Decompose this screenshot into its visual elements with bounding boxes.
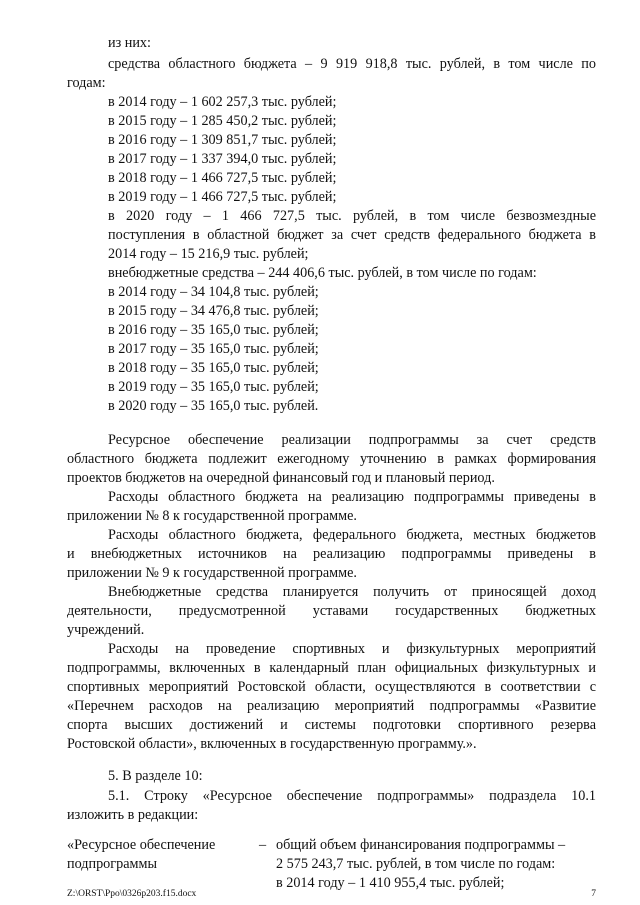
- paragraph-line: и внебюджетных источников на реализацию подпрограммы приведены в: [67, 546, 596, 562]
- table-row-value: общий объем финансирования подпрограммы –: [276, 837, 566, 853]
- text-line: поступления в областной бюджет за счет средств федерального бюджета в: [108, 227, 596, 243]
- table-row-value: 2 575 243,7 тыс. рублей, в том числе по годам:: [276, 856, 556, 872]
- paragraph-line: приложении № 8 к государственной программе.: [67, 508, 357, 524]
- paragraph-line: Ростовской области», включенных в государственную программу.».: [67, 736, 477, 752]
- paragraph-line: спортивных мероприятий Ростовской области, осуществляются в соответствии с: [67, 679, 596, 695]
- text-line: в 2017 году – 35 165,0 тыс. рублей;: [108, 341, 319, 357]
- text-line: средства областного бюджета – 9 919 918,8 тыс. рублей, в том числе по: [108, 56, 596, 72]
- table-row-value: в 2014 году – 1 410 955,4 тыс. рублей;: [276, 875, 505, 891]
- text-line: из них:: [108, 35, 151, 51]
- paragraph-line: Ресурсное обеспечение реализации подпрограммы за счет средств: [108, 432, 596, 448]
- paragraph-line: проектов бюджетов на очередной финансовый год и плановый период.: [67, 470, 495, 486]
- text-line: в 2018 году – 1 466 727,5 тыс. рублей;: [108, 170, 337, 186]
- section-heading: 5. В разделе 10:: [108, 768, 203, 784]
- text-line: в 2019 году – 35 165,0 тыс. рублей;: [108, 379, 319, 395]
- paragraph-line: «Перечнем расходов на реализацию мероприятий подпрограммы «Развитие: [67, 698, 596, 714]
- section-item-line: изложить в редакции:: [67, 807, 199, 823]
- paragraph-line: Расходы на проведение спортивных и физкультурных мероприятий: [108, 641, 596, 657]
- paragraph-line: деятельности, предусмотренной уставами государственных бюджетных: [67, 603, 596, 619]
- page-number: 7: [591, 889, 596, 899]
- paragraph-line: Расходы областного бюджета, федерального бюджета, местных бюджетов: [108, 527, 596, 543]
- text-line: в 2017 году – 1 337 394,0 тыс. рублей;: [108, 151, 337, 167]
- text-line: в 2018 году – 35 165,0 тыс. рублей;: [108, 360, 319, 376]
- paragraph-line: областного бюджета подлежит ежегодному уточнению в рамках формирования: [67, 451, 596, 467]
- paragraph-line: подпрограммы, включенных в календарный план официальных физкультурных и: [67, 660, 596, 676]
- text-line: 2014 году – 15 216,9 тыс. рублей;: [108, 246, 309, 262]
- text-line: в 2020 году – 1 466 727,5 тыс. рублей, в том числе безвозмездные: [108, 208, 596, 224]
- paragraph-line: учреждений.: [67, 622, 145, 638]
- text-line: в 2019 году – 1 466 727,5 тыс. рублей;: [108, 189, 337, 205]
- text-line: в 2016 году – 1 309 851,7 тыс. рублей;: [108, 132, 337, 148]
- text-line: в 2015 году – 1 285 450,2 тыс. рублей;: [108, 113, 337, 129]
- text-line: внебюджетные средства – 244 406,6 тыс. рублей, в том числе по годам:: [108, 265, 537, 281]
- section-item-line: 5.1. Строку «Ресурсное обеспечение подпрограммы» подраздела 10.1: [108, 788, 596, 804]
- text-line: годам:: [67, 75, 106, 91]
- text-line: в 2014 году – 1 602 257,3 тыс. рублей;: [108, 94, 337, 110]
- text-line: в 2016 году – 35 165,0 тыс. рублей;: [108, 322, 319, 338]
- table-row-label: подпрограммы: [67, 856, 157, 872]
- paragraph-line: Внебюджетные средства планируется получить от приносящей доход: [108, 584, 596, 600]
- table-row-label: «Ресурсное обеспечение: [67, 837, 216, 853]
- text-line: в 2015 году – 34 476,8 тыс. рублей;: [108, 303, 319, 319]
- text-line: в 2014 году – 34 104,8 тыс. рублей;: [108, 284, 319, 300]
- paragraph-line: приложении № 9 к государственной программе.: [67, 565, 357, 581]
- table-row-dash: –: [259, 837, 267, 853]
- text-line: в 2020 году – 35 165,0 тыс. рублей.: [108, 398, 319, 414]
- footer-file-path: Z:\ORST\Ppo\0326p203.f15.docx: [67, 889, 197, 899]
- paragraph-line: Расходы областного бюджета на реализацию подпрограммы приведены в: [108, 489, 596, 505]
- paragraph-line: спорта высших достижений и системы подготовки спортивного резерва: [67, 717, 596, 733]
